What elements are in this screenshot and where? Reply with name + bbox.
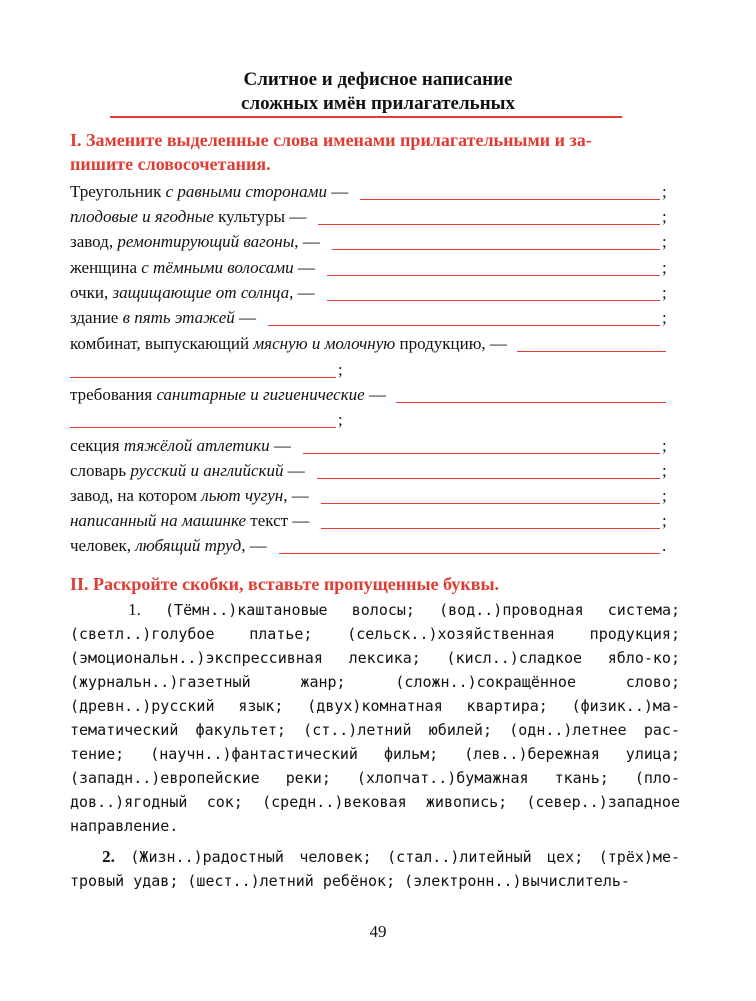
task1-line (70, 434, 680, 458)
line-text: — (283, 461, 305, 480)
answer-blank[interactable] (327, 300, 660, 301)
highlighted-phrase: защищающие от солнца (112, 283, 290, 302)
paragraph-number (70, 600, 128, 619)
task1-line (70, 180, 680, 204)
paragraph-text: (Жизн..)радостный человек; (стал..)литейный цех; (трёх)ме-тровый удав; (шест..)летний ребёнок; (электронн..)вычислитель- (70, 848, 681, 890)
task1-line (70, 383, 680, 407)
paragraph-number: 1. (128, 600, 141, 619)
line-end-punctuation: ; (662, 511, 667, 530)
line-end-punctuation: ; (662, 436, 667, 455)
line-end-punctuation: ; (662, 207, 667, 226)
line-end-punctuation: ; (338, 410, 343, 429)
task1-line (70, 256, 680, 280)
task1-line (70, 459, 680, 483)
task2-paragraph-2 (70, 845, 680, 895)
answer-blank[interactable] (321, 503, 660, 504)
paragraph-number (70, 847, 102, 866)
answer-blank[interactable] (517, 351, 666, 352)
line-text: здание (70, 308, 123, 327)
line-text: завод, (70, 232, 118, 251)
task1-heading-line2: пишите словосочетания. (70, 154, 271, 174)
answer-blank[interactable] (321, 528, 660, 529)
task1-line (70, 408, 680, 432)
answer-blank[interactable] (279, 553, 660, 554)
line-text: женщина (70, 258, 142, 277)
line-end-punctuation: ; (338, 360, 343, 379)
line-text: — (326, 182, 349, 201)
task1-line (70, 534, 680, 558)
answer-blank[interactable] (360, 199, 660, 200)
answer-blank[interactable] (303, 453, 660, 454)
task1-heading-line1: I. Замените выделенные слова именами прилагательными и за- (70, 130, 592, 150)
line-text: текст — (246, 511, 310, 530)
answer-blank[interactable] (332, 249, 660, 250)
task1-line (70, 281, 680, 305)
highlighted-phrase: любящий труд (135, 536, 242, 555)
line-text: требования (70, 385, 157, 404)
line-text: человек, (70, 536, 136, 555)
highlighted-phrase: мясную и молочную (253, 334, 396, 353)
task1-line (70, 332, 680, 356)
task1-line (70, 205, 680, 229)
task1-line (70, 484, 680, 508)
answer-blank[interactable] (70, 377, 336, 378)
line-text: , — (283, 486, 309, 505)
line-text: комбинат, выпускающий (70, 334, 254, 353)
highlighted-phrase: в пять этажей (122, 308, 235, 327)
line-end-punctuation: ; (662, 283, 667, 302)
line-end-punctuation: ; (662, 182, 667, 201)
task1-line (70, 306, 680, 330)
task1-line (70, 509, 680, 533)
page-number: 49 (369, 922, 387, 941)
highlighted-phrase: льют чугун (201, 486, 284, 505)
line-text: — (293, 258, 315, 277)
task2-heading: II. Раскройте скобки, вставьте пропущенные буквы. (70, 574, 500, 594)
line-end-punctuation: ; (662, 232, 667, 251)
line-end-punctuation: ; (662, 258, 667, 277)
title-underline (110, 116, 622, 118)
highlighted-phrase: тяжёлой атлетики (123, 436, 270, 455)
highlighted-phrase: плодовые и ягодные (70, 207, 214, 226)
line-text: культуры — (213, 207, 307, 226)
answer-blank[interactable] (268, 325, 660, 326)
highlighted-phrase: с равными сторонами (165, 182, 327, 201)
highlighted-phrase: русский и английский (130, 461, 284, 480)
paragraph-number: 2. (102, 847, 115, 866)
line-end-punctuation: ; (662, 461, 667, 480)
answer-blank[interactable] (327, 275, 660, 276)
line-end-punctuation: ; (662, 308, 667, 327)
answer-blank[interactable] (318, 224, 660, 225)
line-text: словарь (70, 461, 131, 480)
page-title-line2: сложных имён прилагательных (241, 93, 515, 114)
line-text: , — (241, 536, 267, 555)
highlighted-phrase: с тёмными волосами (141, 258, 294, 277)
highlighted-phrase: написанный на машинке (70, 511, 247, 530)
highlighted-phrase: ремонтирующий вагоны (117, 232, 295, 251)
line-end-punctuation: . (662, 536, 667, 555)
line-end-punctuation: ; (662, 486, 667, 505)
line-text: — (234, 308, 257, 327)
line-text: , — (294, 232, 320, 251)
line-text: — (364, 385, 386, 404)
line-text: — (269, 436, 291, 455)
answer-blank[interactable] (70, 427, 336, 428)
page-title-line1: Слитное и дефисное написание (243, 69, 513, 90)
task1-line (70, 230, 680, 254)
line-text: очки, (70, 283, 113, 302)
line-text: секция (70, 436, 124, 455)
line-text: продукцию, — (395, 334, 507, 353)
task2-paragraph-1 (70, 598, 680, 840)
paragraph-text: (Тёмн..)каштановые волосы; (вод..)проводная система; (светл..)голубое платье; (сельск..)хозяйственная продукция; (эмоциональн..)экспрессивная лексика; (кисл..)сладкое ябло-ко; (журнальн..)газетный жанр; (сложн..)сокращённое слово; (древн..)русский язык; (двух)комнатная квартира; (физик..)ма-тематический факультет; (ст..)летний юбилей; (одн..)летнее рас-тение; (научн..)фантастический фильм; (лев..)бережная улица; (западн..)европейские реки; (хлопчат..)бумажная ткань; (пло-дов..)ягодный сок; (средн..)вековая живопись; (север..)западное направление. (70, 601, 680, 835)
answer-blank[interactable] (396, 402, 666, 403)
line-text: Треугольник (70, 182, 166, 201)
highlighted-phrase: санитарные и гигиенические (156, 385, 365, 404)
answer-blank[interactable] (317, 478, 660, 479)
line-text: , — (289, 283, 315, 302)
line-text: завод, на котором (70, 486, 202, 505)
task1-line (70, 358, 680, 382)
